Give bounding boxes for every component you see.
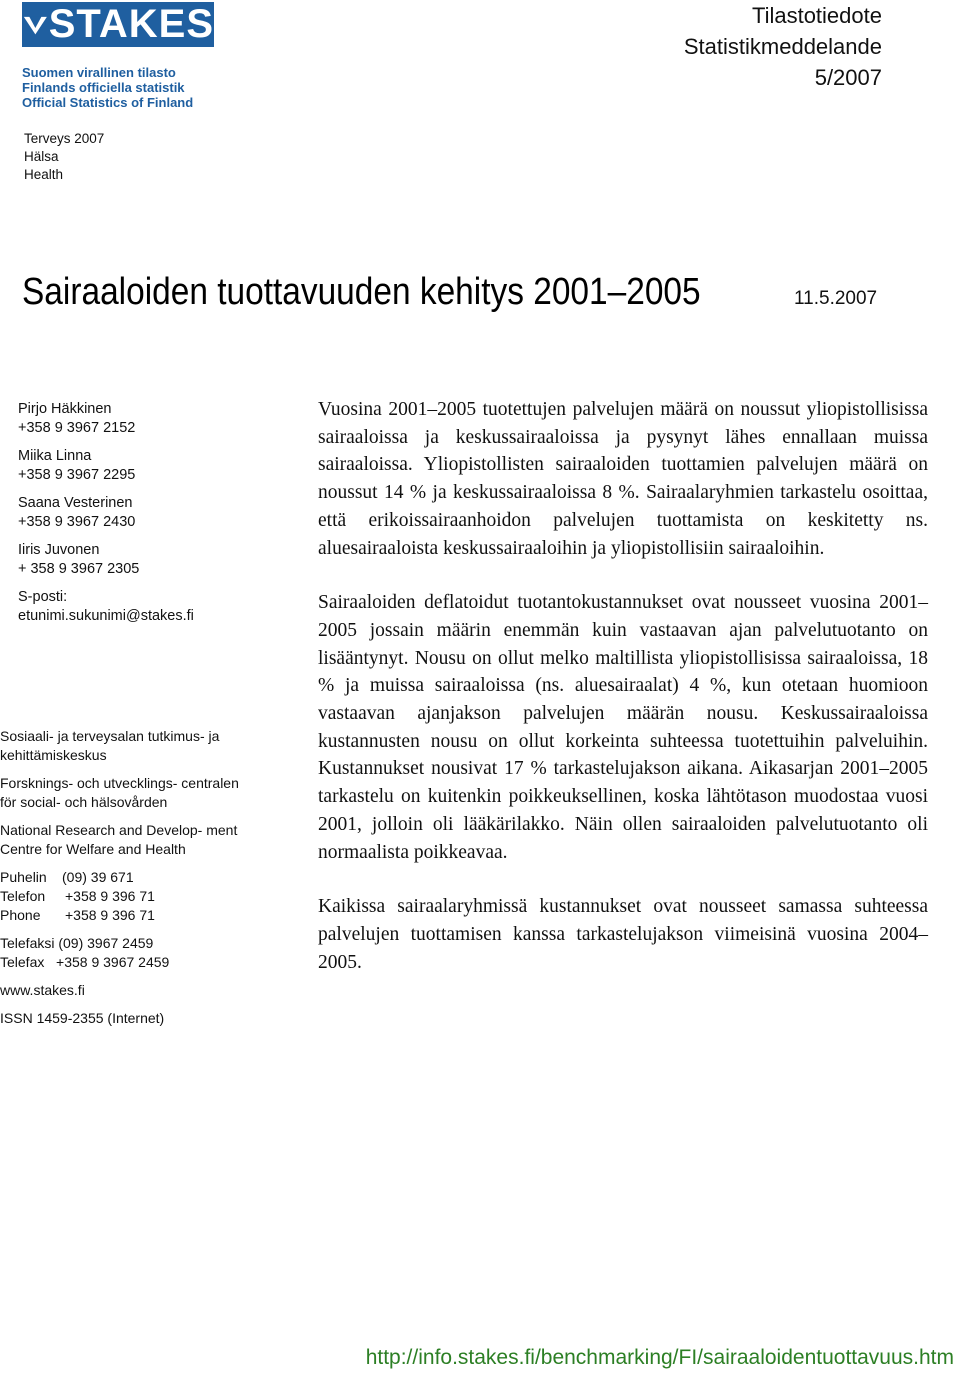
phone-value: +358 9 396 71 [65, 907, 155, 923]
fax-row [0, 934, 250, 953]
category-en: Health [24, 167, 64, 182]
phone-label: Puhelin [0, 869, 47, 885]
contact-phone: +358 9 3967 2152 [18, 420, 136, 436]
institution-name-fi: Sosiaali- ja terveysalan tutkimus- ja kehittämiskeskus [0, 728, 220, 763]
contact-name: Saana Vesterinen [18, 495, 133, 511]
phone-value: +358 9 396 71 [65, 888, 155, 904]
fax-label: Telefaksi [0, 935, 55, 951]
fax-value: (09) 3967 2459 [58, 935, 154, 951]
fax-value: +358 9 3967 2459 [56, 954, 170, 970]
institution-info [0, 727, 250, 1037]
fax-row [0, 953, 250, 972]
stakes-emblem-icon [22, 2, 49, 47]
logo-subtitle [22, 65, 214, 110]
phone-row [0, 868, 250, 887]
contact-item [18, 494, 248, 532]
body-paragraph: Kaikissa sairaalaryhmissä kustannukset ovat nousseet samassa suhteessa palvelujen tuottamisen kanssa tarkastelujakson viimeisinä vuosina 2004–2005. [318, 896, 928, 973]
bulletin-header [684, 0, 882, 93]
logo-subtitle-sv: Finlands officiella statistik [22, 80, 185, 95]
logo-subtitle-en: Official Statistics of Finland [22, 95, 194, 110]
bulletin-body [318, 396, 928, 1003]
contact-phone: + 358 9 3967 2305 [18, 561, 140, 577]
bulletin-type-sv: Statistikmeddelande [683, 34, 882, 59]
logo-banner [22, 2, 214, 47]
contact-phone: +358 9 3967 2295 [18, 467, 136, 483]
publication-date: 11.5.2007 [794, 288, 878, 309]
footer-link[interactable]: http://info.stakes.fi/benchmarking/FI/sairaaloidentuottavuus.htm [365, 1346, 954, 1369]
body-paragraph: Sairaaloiden deflatoidut tuotantokustannukset ovat nousseet vuosina 2001–2005 jossain määrin enemmän kuin vastaavan ajan palvelutuotanto on lisääntynyt. Nousu on ollut melko maltillista yliopistollisissa sairaaloissa, 18 % ja muissa sairaaloissa (ns. aluesairaalat) 4 %, kun otetaan huomioon vastaavan ajanjakson palvelujen määrän nousu. Keskussairaaloissa kustannusten nousu on ollut korkeinta suhteessa tuotettuihin palveluihin. Kustannukset nousivat 17 % tarkastelujakson aikana. Aikasarjan 2001–2005 tarkastelu on kuitenkin poikkeuksellinen, koska lähtötason muodostaa vuosi 2001, jolloin oli lääkärilakko. Näin ollen sairaaloiden palvelutuotanto oli normaalista poikkeavaa. [318, 592, 928, 863]
phone-row [0, 906, 250, 925]
website-link[interactable]: www.stakes.fi [0, 982, 85, 998]
institution-name-sv: Forsknings- och utvecklings- centralen för social- och hälsovården [0, 775, 239, 810]
issn: ISSN 1459-2355 (Internet) [0, 1010, 165, 1026]
body-paragraph: Vuosina 2001–2005 tuotettujen palvelujen määrä on noussut yliopistollisissa sairaaloissa ja keskussairaaloissa ja pysynyt lähes ennallaan muissa sairaaloissa. Yliopistollisten sairaaloiden tuottamien palvelujen määrä on noussut 14 % ja keskussairaaloissa 8 %. Sairaalaryhmien tarkastelu osoittaa, että erikoissairaanhoidon palvelujen tuottamista on keskitetty ns. aluesairaaloista keskussairaaloihin ja yliopistollisiin sairaaloihin. [318, 399, 928, 559]
phone-row [0, 887, 250, 906]
contact-item [18, 400, 248, 438]
phone-value: (09) 39 671 [62, 869, 134, 885]
email-contact [18, 588, 248, 626]
bulletin-type-fi: Tilastotiedote [751, 3, 882, 28]
email-address[interactable]: etunimi.sukunimi@stakes.fi [18, 608, 194, 624]
email-label: S-posti: [18, 589, 68, 605]
contact-name: Miika Linna [18, 448, 92, 464]
phone-label: Telefon [0, 888, 46, 904]
contact-name: Pirjo Häkkinen [18, 401, 112, 417]
institution-name-en: National Research and Develop- ment Centre for Welfare and Health [0, 822, 238, 857]
stakes-logo [22, 2, 214, 110]
logo-subtitle-fi: Suomen virallinen tilasto [22, 65, 176, 80]
fax-list [0, 934, 250, 972]
category-sv: Hälsa [24, 149, 59, 164]
fax-label: Telefax [0, 954, 45, 970]
contact-item [18, 541, 248, 579]
phone-label: Phone [0, 907, 41, 923]
category [24, 130, 104, 184]
contact-name: Iiris Juvonen [18, 542, 100, 558]
bulletin-number: 5/2007 [814, 65, 882, 90]
page-title: Sairaaloiden tuottavuuden kehitys 2001–2005 [22, 271, 701, 313]
logo-name: STAKES [48, 2, 214, 46]
category-fi: Terveys 2007 [24, 131, 105, 146]
phone-list [0, 868, 250, 925]
contact-phone: +358 9 3967 2430 [18, 514, 136, 530]
contact-list [18, 400, 248, 635]
contact-item [18, 447, 248, 485]
